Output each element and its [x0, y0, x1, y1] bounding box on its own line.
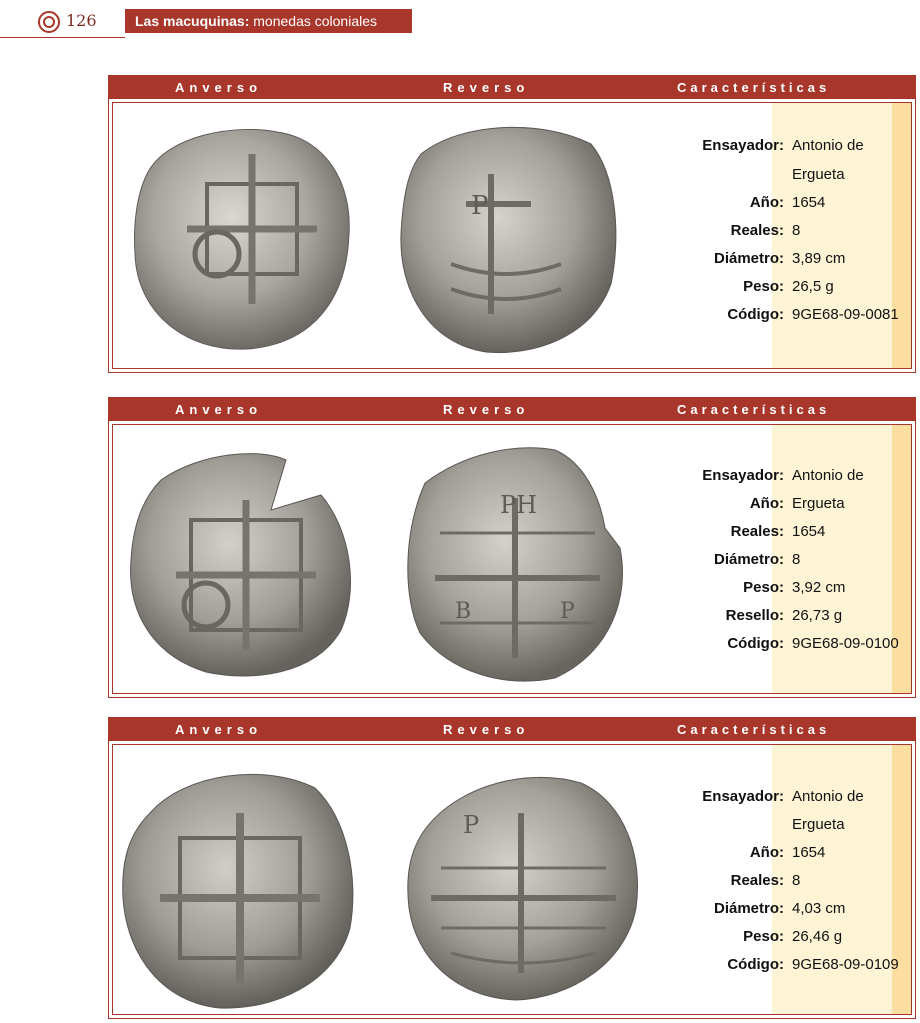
- col-obverse: Anverso: [175, 722, 263, 737]
- feature-label: Año:: [749, 194, 784, 211]
- feature-value: 8: [792, 222, 801, 239]
- chapter-title: [125, 9, 412, 33]
- feature-label: Año:: [749, 844, 784, 861]
- header-rule: [0, 37, 125, 38]
- svg-text:B: B: [455, 599, 472, 624]
- col-obverse: Anverso: [175, 402, 263, 417]
- svg-text:P: P: [471, 191, 489, 221]
- col-features: Características: [677, 80, 831, 95]
- feature-label: Código:: [727, 635, 784, 652]
- col-obverse: Anverso: [175, 80, 263, 95]
- feature-label: Peso:: [743, 278, 784, 295]
- feature-value: Ergueta: [792, 816, 845, 833]
- coin-panel: [108, 397, 916, 698]
- chapter-title-rest: monedas coloniales: [249, 13, 378, 29]
- panel-header-bar: [109, 76, 915, 99]
- feature-label: Ensayador:: [702, 788, 784, 805]
- col-reverse: Reverso: [443, 402, 530, 417]
- feature-value: 26,73 g: [792, 607, 843, 624]
- feature-label: Año:: [749, 495, 784, 512]
- svg-text:P: P: [463, 811, 480, 839]
- feature-label: Reales:: [730, 222, 784, 239]
- panel-header-bar: [109, 718, 915, 741]
- feature-value: 3,89 cm: [792, 250, 846, 267]
- feature-value: Antonio de: [792, 788, 864, 805]
- col-reverse: Reverso: [443, 722, 530, 737]
- coin-panel: [108, 75, 916, 373]
- col-features: Características: [677, 402, 831, 417]
- feature-value: 8: [792, 551, 801, 568]
- feature-value: 1654: [792, 844, 826, 861]
- feature-label: Ensayador:: [702, 137, 784, 154]
- feature-value: 26,5 g: [792, 278, 834, 295]
- feature-value: 3,92 cm: [792, 579, 846, 596]
- feature-value: 1654: [792, 194, 826, 211]
- feature-label: Reales:: [730, 872, 784, 889]
- col-reverse: Reverso: [443, 80, 530, 95]
- feature-label: Código:: [727, 956, 784, 973]
- chapter-title-bold: Las macuquinas:: [135, 13, 250, 29]
- feature-value: Ergueta: [792, 495, 845, 512]
- coin-panel: [108, 717, 916, 1019]
- col-features: Características: [677, 722, 831, 737]
- svg-text:PH: PH: [500, 491, 538, 519]
- feature-value: 4,03 cm: [792, 900, 846, 917]
- svg-text:P: P: [560, 599, 575, 624]
- feature-value: 1654: [792, 523, 826, 540]
- feature-value: 9GE68-09-0081: [792, 306, 899, 323]
- panel-header-bar: [109, 398, 915, 421]
- feature-value: Antonio de: [792, 467, 864, 484]
- feature-label: Peso:: [743, 928, 784, 945]
- feature-value: Ergueta: [792, 166, 845, 183]
- feature-label: Código:: [727, 306, 784, 323]
- feature-label: Ensayador:: [702, 467, 784, 484]
- feature-value: Antonio de: [792, 137, 864, 154]
- feature-value: 9GE68-09-0100: [792, 635, 899, 652]
- feature-label: Diámetro:: [713, 250, 784, 267]
- feature-label: Peso:: [743, 579, 784, 596]
- feature-value: 9GE68-09-0109: [792, 956, 899, 973]
- feature-value: 26,46 g: [792, 928, 843, 945]
- feature-label: Reales:: [730, 523, 784, 540]
- feature-label: Resello:: [725, 607, 784, 624]
- seal-icon: [38, 11, 60, 33]
- page-number: 126: [66, 11, 97, 30]
- feature-label: Diámetro:: [713, 551, 784, 568]
- feature-value: 8: [792, 872, 801, 889]
- feature-label: Diámetro:: [713, 900, 784, 917]
- page-header: [0, 0, 920, 40]
